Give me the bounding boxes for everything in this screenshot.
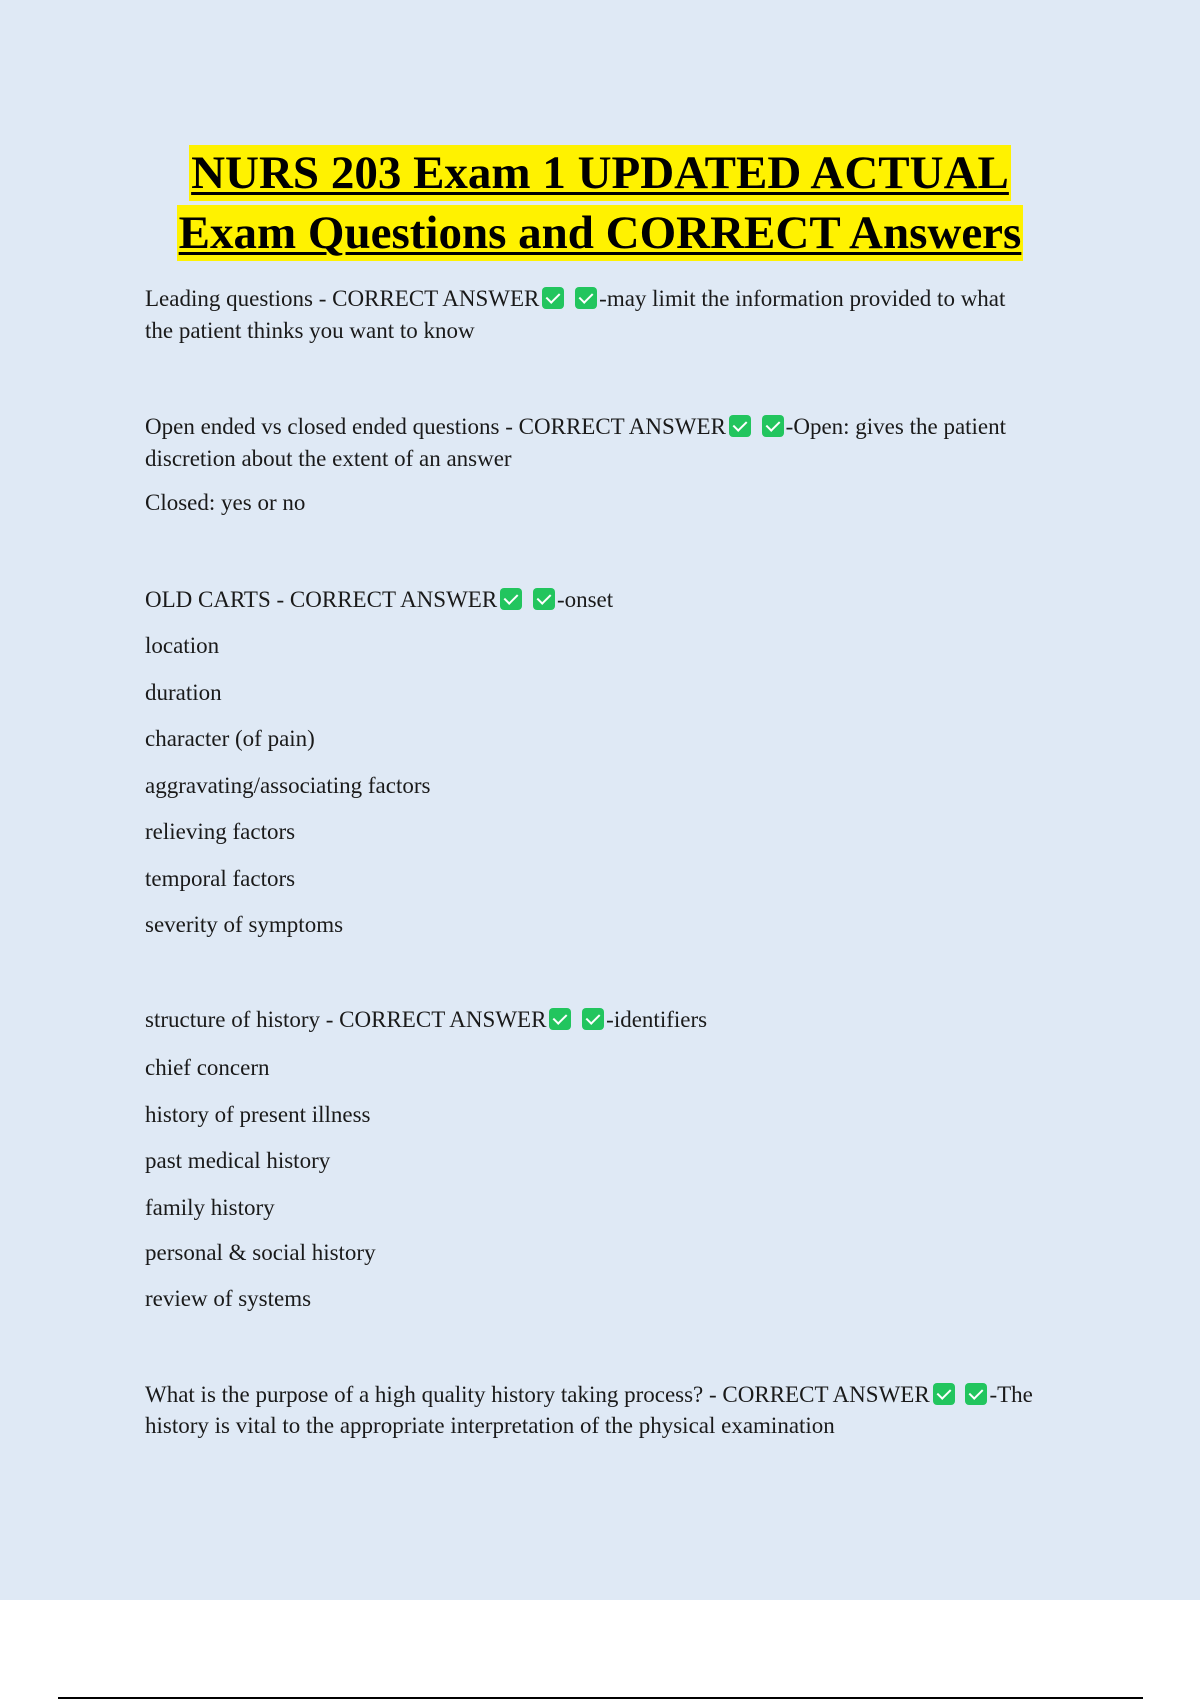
qa-2-answer-line: Closed: yes or no [145,490,306,515]
qa-3-answer-line: aggravating/associating factors [145,773,431,798]
qa-3-answer-line: duration [145,680,222,705]
qa-4-answer-line: review of systems [145,1286,312,1311]
qa-5-answer-line: -The [989,1382,1033,1407]
check-box-icon [965,1383,987,1405]
qa-2-question: Open ended vs closed ended questions - CORRECT ANSWER [145,414,726,439]
qa-3-answer-line: severity of symptoms [145,912,344,937]
document-title [0,145,1200,261]
qa-4-first-line [145,1004,707,1036]
qa-1-answer-line: -may limit the information provided to what [599,286,1006,311]
qa-1-question: Leading questions - CORRECT ANSWER [145,286,540,311]
qa-2-first-line [145,411,1006,443]
qa-5-answer-line: history is vital to the appropriate interpretation of the physical examination [145,1413,835,1438]
check-box-icon [533,588,555,610]
check-box-icon [933,1383,955,1405]
qa-4-answer-line: family history [145,1195,275,1220]
check-box-icon [549,1008,571,1030]
qa-1-first-line [145,283,1005,315]
title-line-1: NURS 203 Exam 1 UPDATED ACTUAL [191,147,1009,199]
qa-3-question: OLD CARTS - CORRECT ANSWER [145,587,498,612]
qa-2-answer-line: -Open: gives the patient [785,414,1007,439]
qa-3-answer-line: relieving factors [145,819,296,844]
qa-4-answer-line: past medical history [145,1148,331,1173]
check-box-icon [582,1008,604,1030]
qa-4-answer-line: history of present illness [145,1102,371,1127]
qa-4-question: structure of history - CORRECT ANSWER [145,1007,547,1032]
title-line-2: Exam Questions and CORRECT Answers [178,207,1022,259]
qa-3-answer-line: character (of pain) [145,726,315,751]
qa-4-answer-line: -identifiers [606,1007,708,1032]
qa-1-answer-line: the patient thinks you want to know [145,318,475,343]
check-box-icon [762,415,784,437]
qa-5-first-line [145,1379,1033,1411]
qa-3-answer-line: location [145,633,220,658]
qa-2-answer-line: discretion about the extent of an answer [145,446,512,471]
footer-divider [58,1697,1143,1699]
qa-5-question: What is the purpose of a high quality history taking process? - CORRECT ANSWER [145,1382,930,1407]
qa-4-answer-line: chief concern [145,1055,270,1080]
check-box-icon [500,588,522,610]
qa-3-first-line [145,584,613,616]
qa-3-answer-line: -onset [556,587,614,612]
check-box-icon [575,287,597,309]
qa-4-answer-line: personal & social history [145,1240,376,1265]
qa-3-answer-line: temporal factors [145,866,296,891]
check-box-icon [729,415,751,437]
check-box-icon [542,287,564,309]
